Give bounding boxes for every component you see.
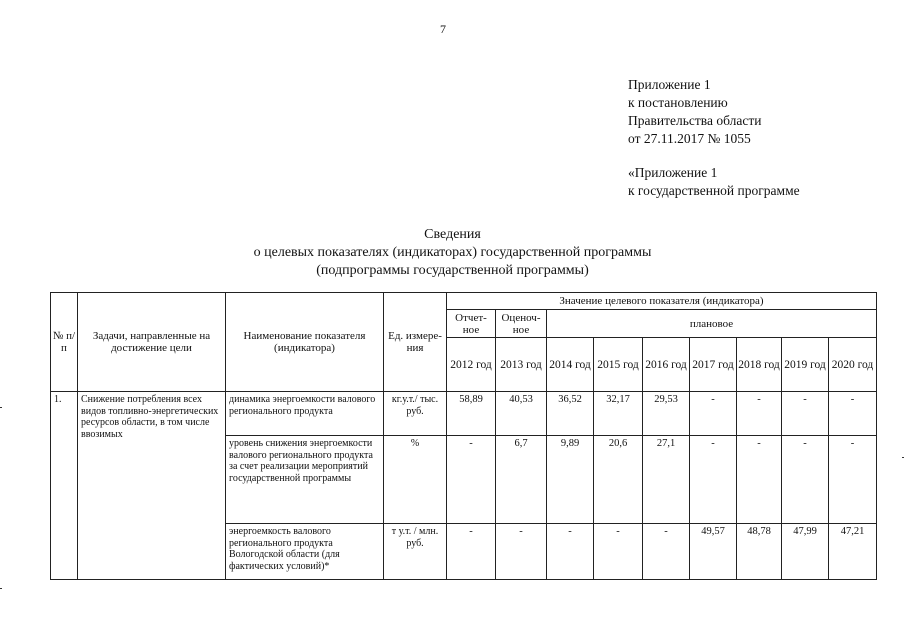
value-cell: 48,78 [737,524,782,580]
header-num: № п/п [51,293,78,392]
value-cell: - [447,524,496,580]
value-cell: - [447,436,496,524]
task-cell: Снижение потребления всех видов топливно-энергетических ресурсов области, в том числе ввозимых [78,392,226,580]
row-number: 1. [51,392,78,580]
value-cell: 6,7 [496,436,547,524]
value-cell: - [496,524,547,580]
value-cell: 49,57 [690,524,737,580]
appendix-line: «Приложение 1 [628,165,718,180]
appendix-block [628,76,800,200]
title-line: Сведения [424,227,481,242]
year-cell: 2016 год [643,338,690,392]
header-tasks: Задачи, направленные на достижение цели [78,293,226,392]
header-unit: Ед. измере-ния [384,293,447,392]
value-cell: 29,53 [643,392,690,436]
year-cell: 2015 год [594,338,643,392]
appendix-line: Приложение 1 [628,77,711,92]
value-cell: - [547,524,594,580]
value-cell: - [643,524,690,580]
unit-cell: % [384,436,447,524]
year-cell: 2017 год [690,338,737,392]
value-cell: 58,89 [447,392,496,436]
value-cell: - [690,436,737,524]
value-cell: 47,21 [829,524,877,580]
value-cell: 36,52 [547,392,594,436]
header-reported: Отчет-ное [447,310,496,338]
title-line: (подпрограммы государственной программы) [316,263,589,278]
value-cell: - [782,436,829,524]
indicator-name: динамика энергоемкости валового регионального продукта [226,392,384,436]
page-number: 7 [440,22,446,36]
indicator-name: энергоемкость валового регионального продукта Вологодской области (для фактических условий)* [226,524,384,580]
value-cell: 9,89 [547,436,594,524]
value-cell: 40,53 [496,392,547,436]
value-cell: - [594,524,643,580]
value-cell: - [737,436,782,524]
value-cell: 20,6 [594,436,643,524]
year-cell: 2018 год [737,338,782,392]
appendix-line: от 27.11.2017 № 1055 [628,131,751,146]
appendix-line: к постановлению [628,95,728,110]
scan-mark [0,588,2,589]
year-cell: 2019 год [782,338,829,392]
value-cell: - [829,436,877,524]
value-cell: - [737,392,782,436]
value-cell: 47,99 [782,524,829,580]
appendix-line: Правительства области [628,113,762,128]
year-cell: 2020 год [829,338,877,392]
scan-mark [0,407,2,408]
year-cell: 2014 год [547,338,594,392]
header-planned: плановое [547,310,877,338]
table-row [51,392,877,436]
indicators-table [50,292,877,580]
value-cell: - [829,392,877,436]
value-cell: 27,1 [643,436,690,524]
value-cell: - [690,392,737,436]
header-indicator-value: Значение целевого показателя (индикатора) [447,293,877,310]
unit-cell: т у.т. / млн. руб. [384,524,447,580]
value-cell: - [782,392,829,436]
document-title [0,226,905,280]
value-cell: 32,17 [594,392,643,436]
header-estimated: Оценоч-ное [496,310,547,338]
scan-mark [902,457,904,458]
year-cell: 2013 год [496,338,547,392]
appendix-line: к государственной программе [628,183,800,198]
year-cell: 2012 год [447,338,496,392]
indicator-name: уровень снижения энергоемкости валового регионального продукта за счет реализации мероприятий государственной программы [226,436,384,524]
unit-cell: кг.у.т./ тыс. руб. [384,392,447,436]
title-line: о целевых показателях (индикаторах) государственной программы [253,245,652,260]
header-indicator-name: Наименование показателя (индикатора) [226,293,384,392]
